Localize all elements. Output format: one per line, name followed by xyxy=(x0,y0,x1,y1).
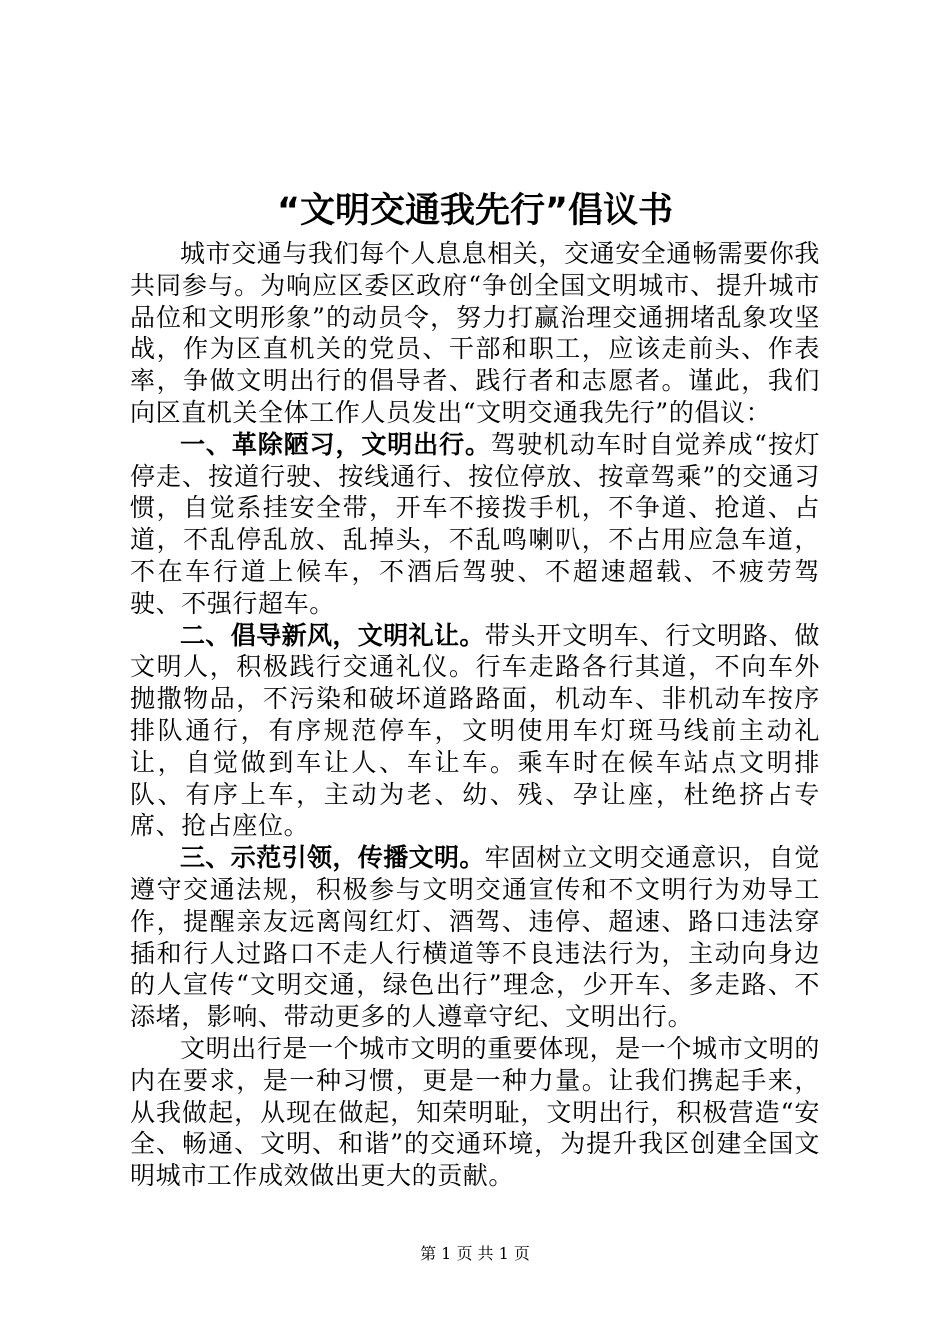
document-title: “文明交通我先行”倡议书 xyxy=(276,191,673,231)
paragraph-text: 驾驶机动车时自觉养成“按灯停走、按道行驶、按线通行、按位停放、按章驾乘”的交通习惯，自觉系挂安全带，开车不接拨手机，不争道、抢道、占道，不乱停乱放、乱掉头，不乱鸣喇叭，不占用应急车道，不在车行道上候车，不酒后驾驶、不超速超载、不疲劳驾驶、不强行超车。 xyxy=(130,429,820,618)
paragraph-section-1 xyxy=(130,429,820,620)
page-number-footer: 第 1 页 共 1 页 xyxy=(420,1244,530,1263)
paragraph-text: 城市交通与我们每个人息息相关，交通安全通畅需要你我共同参与。为响应区委区政府“争创全国文明城市、提升城市品位和文明形象”的动员令，努力打赢治理交通拥堵乱象攻坚战，作为区直机关的党员、干部和职工，应该走前头、作表率，争做文明出行的倡导者、践行者和志愿者。谨此，我们向区直机关全体工作人员发出“文明交通我先行”的倡议： xyxy=(130,239,821,427)
paragraph-section-2 xyxy=(130,620,820,843)
section-heading: 二、倡导新风，文明礼让。 xyxy=(180,620,485,650)
section-heading: 一、革除陋习，文明出行。 xyxy=(180,429,491,459)
paragraph-text: 文明出行是一个城市文明的重要体现，是一个城市文明的内在要求，是一种习惯，更是一种力量。让我们携起手来，从我做起，从现在做起，知荣明耻，文明出行，积极营造“安全、畅通、文明、和谐”的交通环境，为提升我区创建全国文明城市工作成效做出更大的贡献。 xyxy=(130,1033,821,1191)
document-body xyxy=(130,238,820,1192)
paragraph-section-3 xyxy=(130,842,820,1033)
section-heading: 三、示范引领，传播文明。 xyxy=(180,843,485,873)
paragraph-text: 带头开文明车、行文明路、做文明人，积极践行交通礼仪。行车走路各行其道，不向车外抛撒物品，不污染和破坏道路路面，机动车、非机动车按序排队通行，有序规范停车，文明使用车灯斑马线前主动礼让，自觉做到车让人、车让车。乘车时在候车站点文明排队、有序上车，主动为老、幼、残、孕让座，杜绝挤占专席、抢占座位。 xyxy=(130,620,820,841)
paragraph-intro xyxy=(130,238,820,429)
paragraph-text: 牢固树立文明交通意识，自觉遵守交通法规，积极参与文明交通宣传和不文明行为劝导工作，提醒亲友远离闯红灯、酒驾、违停、超速、路口违法穿插和行人过路口不走人行横道等不良违法行为，主动向身边的人宣传“文明交通，绿色出行”理念，少开车、多走路、不添堵，影响、带动更多的人遵章守纪、文明出行。 xyxy=(130,843,820,1032)
paragraph-conclusion xyxy=(130,1033,820,1192)
